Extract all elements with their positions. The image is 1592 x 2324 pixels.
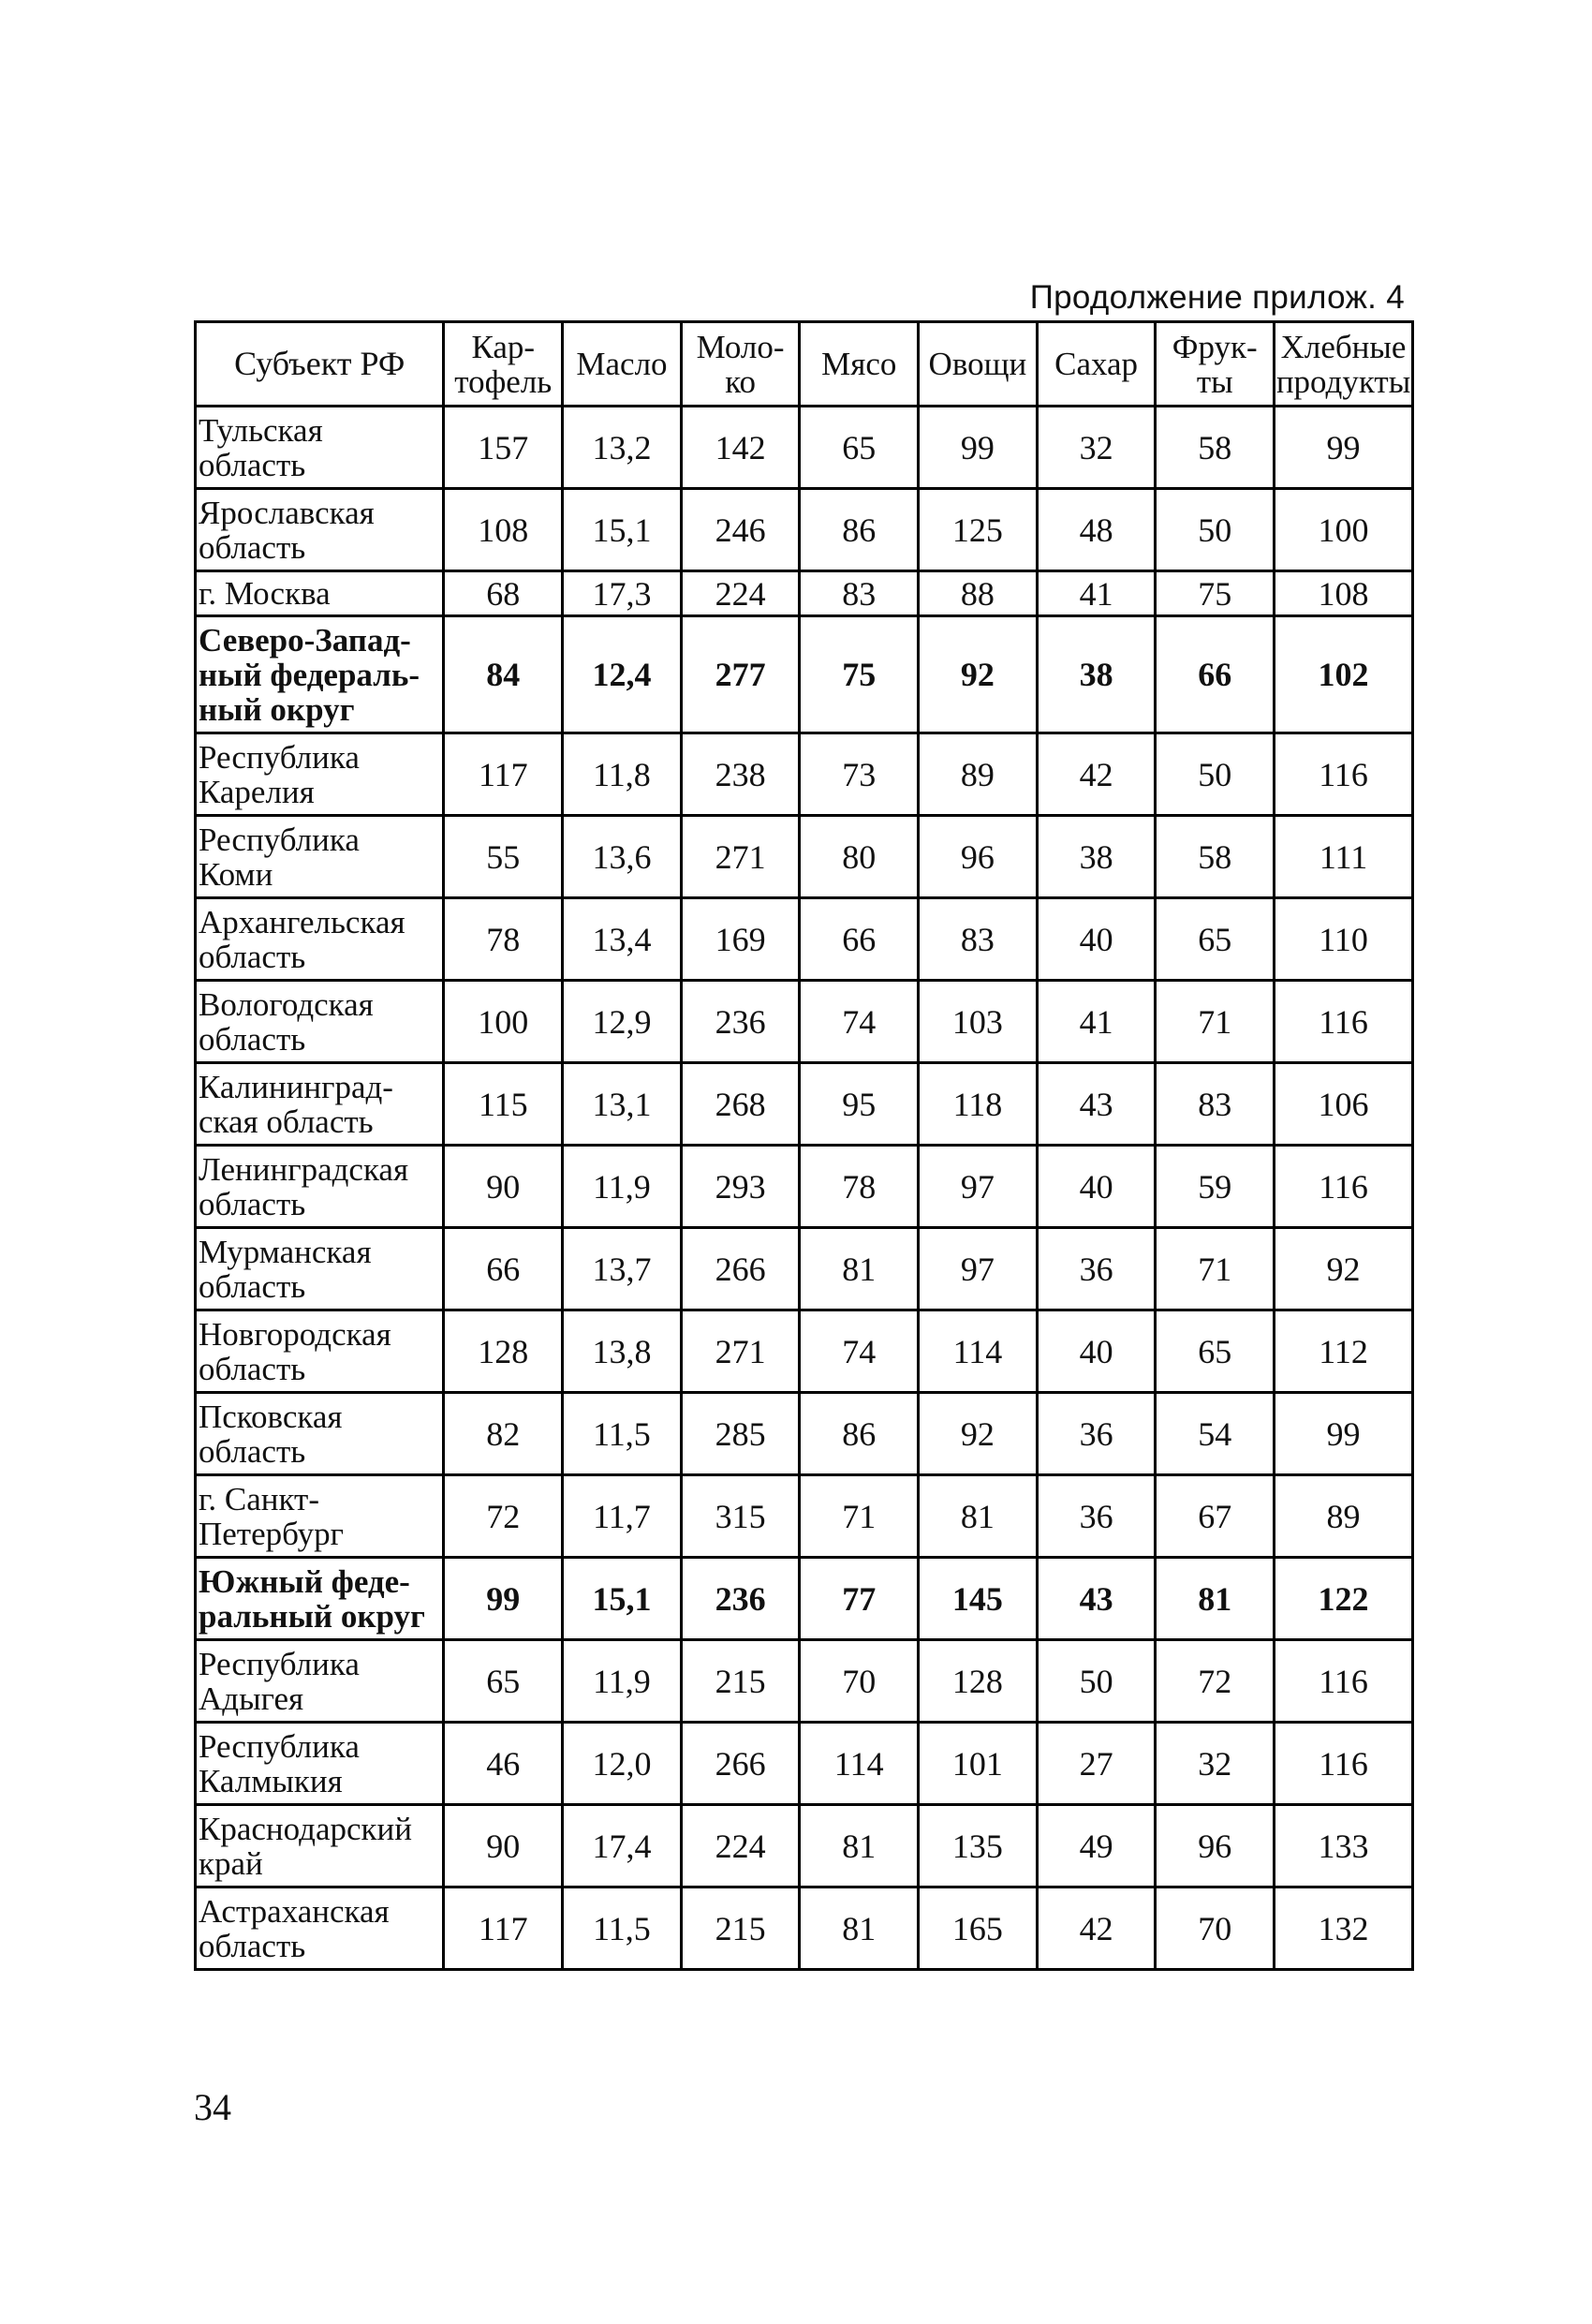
column-header: Фрук- ты	[1156, 322, 1275, 407]
value-cell: 285	[681, 1393, 800, 1475]
column-header: Сахар	[1037, 322, 1156, 407]
value-cell: 36	[1037, 1228, 1156, 1310]
value-cell: 65	[1156, 1310, 1275, 1393]
value-cell: 236	[681, 981, 800, 1063]
table-row	[196, 407, 1413, 489]
value-cell: 246	[681, 489, 800, 571]
value-cell: 236	[681, 1558, 800, 1640]
region-name-cell: Мурманская область	[196, 1228, 444, 1310]
table-row	[196, 816, 1413, 898]
value-cell: 12,4	[563, 616, 682, 733]
value-cell: 99	[919, 407, 1038, 489]
value-cell: 118	[919, 1063, 1038, 1146]
value-cell: 13,7	[563, 1228, 682, 1310]
value-cell: 224	[681, 571, 800, 616]
value-cell: 70	[1156, 1887, 1275, 1970]
value-cell: 77	[800, 1558, 919, 1640]
value-cell: 32	[1156, 1723, 1275, 1805]
value-cell: 42	[1037, 733, 1156, 816]
value-cell: 72	[1156, 1640, 1275, 1723]
value-cell: 116	[1275, 981, 1413, 1063]
value-cell: 132	[1275, 1887, 1413, 1970]
value-cell: 215	[681, 1887, 800, 1970]
region-name-cell: Ярославская область	[196, 489, 444, 571]
region-name-cell: Калининград- ская область	[196, 1063, 444, 1146]
table-row	[196, 616, 1413, 733]
value-cell: 106	[1275, 1063, 1413, 1146]
value-cell: 86	[800, 489, 919, 571]
value-cell: 114	[800, 1723, 919, 1805]
value-cell: 11,9	[563, 1146, 682, 1228]
value-cell: 15,1	[563, 489, 682, 571]
value-cell: 13,2	[563, 407, 682, 489]
value-cell: 36	[1037, 1475, 1156, 1558]
value-cell: 41	[1037, 981, 1156, 1063]
value-cell: 78	[800, 1146, 919, 1228]
region-name-cell: Ленинградская область	[196, 1146, 444, 1228]
value-cell: 65	[444, 1640, 563, 1723]
value-cell: 81	[800, 1228, 919, 1310]
value-cell: 40	[1037, 1310, 1156, 1393]
value-cell: 90	[444, 1146, 563, 1228]
value-cell: 83	[800, 571, 919, 616]
column-header: Мясо	[800, 322, 919, 407]
value-cell: 224	[681, 1805, 800, 1887]
value-cell: 13,6	[563, 816, 682, 898]
value-cell: 99	[1275, 1393, 1413, 1475]
value-cell: 13,4	[563, 898, 682, 981]
value-cell: 65	[800, 407, 919, 489]
value-cell: 116	[1275, 1640, 1413, 1723]
table-row	[196, 1805, 1413, 1887]
value-cell: 12,9	[563, 981, 682, 1063]
value-cell: 66	[1156, 616, 1275, 733]
region-name-cell: Республика Калмыкия	[196, 1723, 444, 1805]
region-name-cell: Новгородская область	[196, 1310, 444, 1393]
value-cell: 83	[919, 898, 1038, 981]
column-header-subject: Субъект РФ	[196, 322, 444, 407]
value-cell: 116	[1275, 1723, 1413, 1805]
value-cell: 13,8	[563, 1310, 682, 1393]
value-cell: 75	[1156, 571, 1275, 616]
region-name-cell: г. Санкт- Петербург	[196, 1475, 444, 1558]
page-number: 34	[194, 2086, 231, 2128]
value-cell: 74	[800, 1310, 919, 1393]
value-cell: 157	[444, 407, 563, 489]
value-cell: 71	[1156, 981, 1275, 1063]
value-cell: 99	[444, 1558, 563, 1640]
value-cell: 72	[444, 1475, 563, 1558]
value-cell: 43	[1037, 1558, 1156, 1640]
table-row	[196, 898, 1413, 981]
value-cell: 125	[919, 489, 1038, 571]
table-row	[196, 1228, 1413, 1310]
value-cell: 266	[681, 1228, 800, 1310]
value-cell: 95	[800, 1063, 919, 1146]
value-cell: 86	[800, 1393, 919, 1475]
value-cell: 15,1	[563, 1558, 682, 1640]
value-cell: 135	[919, 1805, 1038, 1887]
value-cell: 100	[1275, 489, 1413, 571]
value-cell: 74	[800, 981, 919, 1063]
value-cell: 108	[444, 489, 563, 571]
value-cell: 48	[1037, 489, 1156, 571]
region-name-cell: Республика Коми	[196, 816, 444, 898]
region-name-cell: г. Москва	[196, 571, 444, 616]
value-cell: 90	[444, 1805, 563, 1887]
table-row	[196, 1640, 1413, 1723]
value-cell: 102	[1275, 616, 1413, 733]
table-row	[196, 1475, 1413, 1558]
value-cell: 59	[1156, 1146, 1275, 1228]
value-cell: 116	[1275, 1146, 1413, 1228]
value-cell: 55	[444, 816, 563, 898]
table-row	[196, 1393, 1413, 1475]
value-cell: 271	[681, 816, 800, 898]
value-cell: 101	[919, 1723, 1038, 1805]
value-cell: 110	[1275, 898, 1413, 981]
value-cell: 81	[800, 1887, 919, 1970]
value-cell: 17,3	[563, 571, 682, 616]
value-cell: 41	[1037, 571, 1156, 616]
table-row	[196, 733, 1413, 816]
table-row	[196, 981, 1413, 1063]
value-cell: 50	[1156, 733, 1275, 816]
value-cell: 66	[800, 898, 919, 981]
value-cell: 42	[1037, 1887, 1156, 1970]
value-cell: 92	[919, 616, 1038, 733]
value-cell: 49	[1037, 1805, 1156, 1887]
table-row	[196, 1723, 1413, 1805]
value-cell: 142	[681, 407, 800, 489]
value-cell: 32	[1037, 407, 1156, 489]
value-cell: 100	[444, 981, 563, 1063]
value-cell: 92	[919, 1393, 1038, 1475]
value-cell: 70	[800, 1640, 919, 1723]
value-cell: 96	[919, 816, 1038, 898]
value-cell: 238	[681, 733, 800, 816]
region-name-cell: Республика Адыгея	[196, 1640, 444, 1723]
value-cell: 92	[1275, 1228, 1413, 1310]
value-cell: 116	[1275, 733, 1413, 816]
table-row	[196, 489, 1413, 571]
value-cell: 46	[444, 1723, 563, 1805]
region-name-cell: Вологодская область	[196, 981, 444, 1063]
value-cell: 315	[681, 1475, 800, 1558]
value-cell: 81	[800, 1805, 919, 1887]
value-cell: 89	[1275, 1475, 1413, 1558]
value-cell: 115	[444, 1063, 563, 1146]
value-cell: 117	[444, 1887, 563, 1970]
table-row	[196, 1558, 1413, 1640]
value-cell: 114	[919, 1310, 1038, 1393]
value-cell: 99	[1275, 407, 1413, 489]
value-cell: 128	[919, 1640, 1038, 1723]
column-header: Масло	[563, 322, 682, 407]
value-cell: 103	[919, 981, 1038, 1063]
region-name-cell: Северо-Запад- ный федераль- ный округ	[196, 616, 444, 733]
column-header: Хлебные продукты	[1275, 322, 1413, 407]
value-cell: 82	[444, 1393, 563, 1475]
value-cell: 122	[1275, 1558, 1413, 1640]
header-row	[196, 322, 1413, 407]
region-name-cell: Республика Карелия	[196, 733, 444, 816]
region-name-cell: Астраханская область	[196, 1887, 444, 1970]
value-cell: 71	[800, 1475, 919, 1558]
value-cell: 89	[919, 733, 1038, 816]
value-cell: 11,5	[563, 1393, 682, 1475]
value-cell: 73	[800, 733, 919, 816]
value-cell: 40	[1037, 1146, 1156, 1228]
value-cell: 96	[1156, 1805, 1275, 1887]
value-cell: 43	[1037, 1063, 1156, 1146]
value-cell: 169	[681, 898, 800, 981]
value-cell: 128	[444, 1310, 563, 1393]
value-cell: 27	[1037, 1723, 1156, 1805]
value-cell: 65	[1156, 898, 1275, 981]
value-cell: 145	[919, 1558, 1038, 1640]
value-cell: 266	[681, 1723, 800, 1805]
value-cell: 11,7	[563, 1475, 682, 1558]
value-cell: 50	[1037, 1640, 1156, 1723]
value-cell: 11,8	[563, 733, 682, 816]
value-cell: 293	[681, 1146, 800, 1228]
value-cell: 112	[1275, 1310, 1413, 1393]
value-cell: 97	[919, 1146, 1038, 1228]
table-row	[196, 1310, 1413, 1393]
region-name-cell: Южный феде- ральный округ	[196, 1558, 444, 1640]
value-cell: 78	[444, 898, 563, 981]
table-row	[196, 1146, 1413, 1228]
data-table	[194, 320, 1414, 1971]
value-cell: 36	[1037, 1393, 1156, 1475]
table-row	[196, 1887, 1413, 1970]
value-cell: 11,9	[563, 1640, 682, 1723]
value-cell: 71	[1156, 1228, 1275, 1310]
table-row	[196, 1063, 1413, 1146]
value-cell: 68	[444, 571, 563, 616]
value-cell: 38	[1037, 616, 1156, 733]
value-cell: 81	[1156, 1558, 1275, 1640]
continuation-label: Продолжение прилож. 4	[1029, 279, 1405, 316]
value-cell: 97	[919, 1228, 1038, 1310]
value-cell: 117	[444, 733, 563, 816]
region-name-cell: Краснодарский край	[196, 1805, 444, 1887]
value-cell: 75	[800, 616, 919, 733]
value-cell: 66	[444, 1228, 563, 1310]
value-cell: 81	[919, 1475, 1038, 1558]
value-cell: 111	[1275, 816, 1413, 898]
column-header: Кар- тофель	[444, 322, 563, 407]
value-cell: 215	[681, 1640, 800, 1723]
table-body	[196, 407, 1413, 1970]
value-cell: 108	[1275, 571, 1413, 616]
region-name-cell: Псковская область	[196, 1393, 444, 1475]
value-cell: 12,0	[563, 1723, 682, 1805]
value-cell: 58	[1156, 407, 1275, 489]
value-cell: 268	[681, 1063, 800, 1146]
value-cell: 40	[1037, 898, 1156, 981]
value-cell: 88	[919, 571, 1038, 616]
region-name-cell: Архангельская область	[196, 898, 444, 981]
region-name-cell: Тульская область	[196, 407, 444, 489]
value-cell: 17,4	[563, 1805, 682, 1887]
value-cell: 83	[1156, 1063, 1275, 1146]
value-cell: 54	[1156, 1393, 1275, 1475]
value-cell: 271	[681, 1310, 800, 1393]
value-cell: 58	[1156, 816, 1275, 898]
value-cell: 277	[681, 616, 800, 733]
value-cell: 50	[1156, 489, 1275, 571]
table-row	[196, 571, 1413, 616]
value-cell: 38	[1037, 816, 1156, 898]
value-cell: 13,1	[563, 1063, 682, 1146]
value-cell: 80	[800, 816, 919, 898]
value-cell: 84	[444, 616, 563, 733]
value-cell: 133	[1275, 1805, 1413, 1887]
value-cell: 67	[1156, 1475, 1275, 1558]
value-cell: 11,5	[563, 1887, 682, 1970]
value-cell: 165	[919, 1887, 1038, 1970]
column-header: Моло- ко	[681, 322, 800, 407]
column-header: Овощи	[919, 322, 1038, 407]
